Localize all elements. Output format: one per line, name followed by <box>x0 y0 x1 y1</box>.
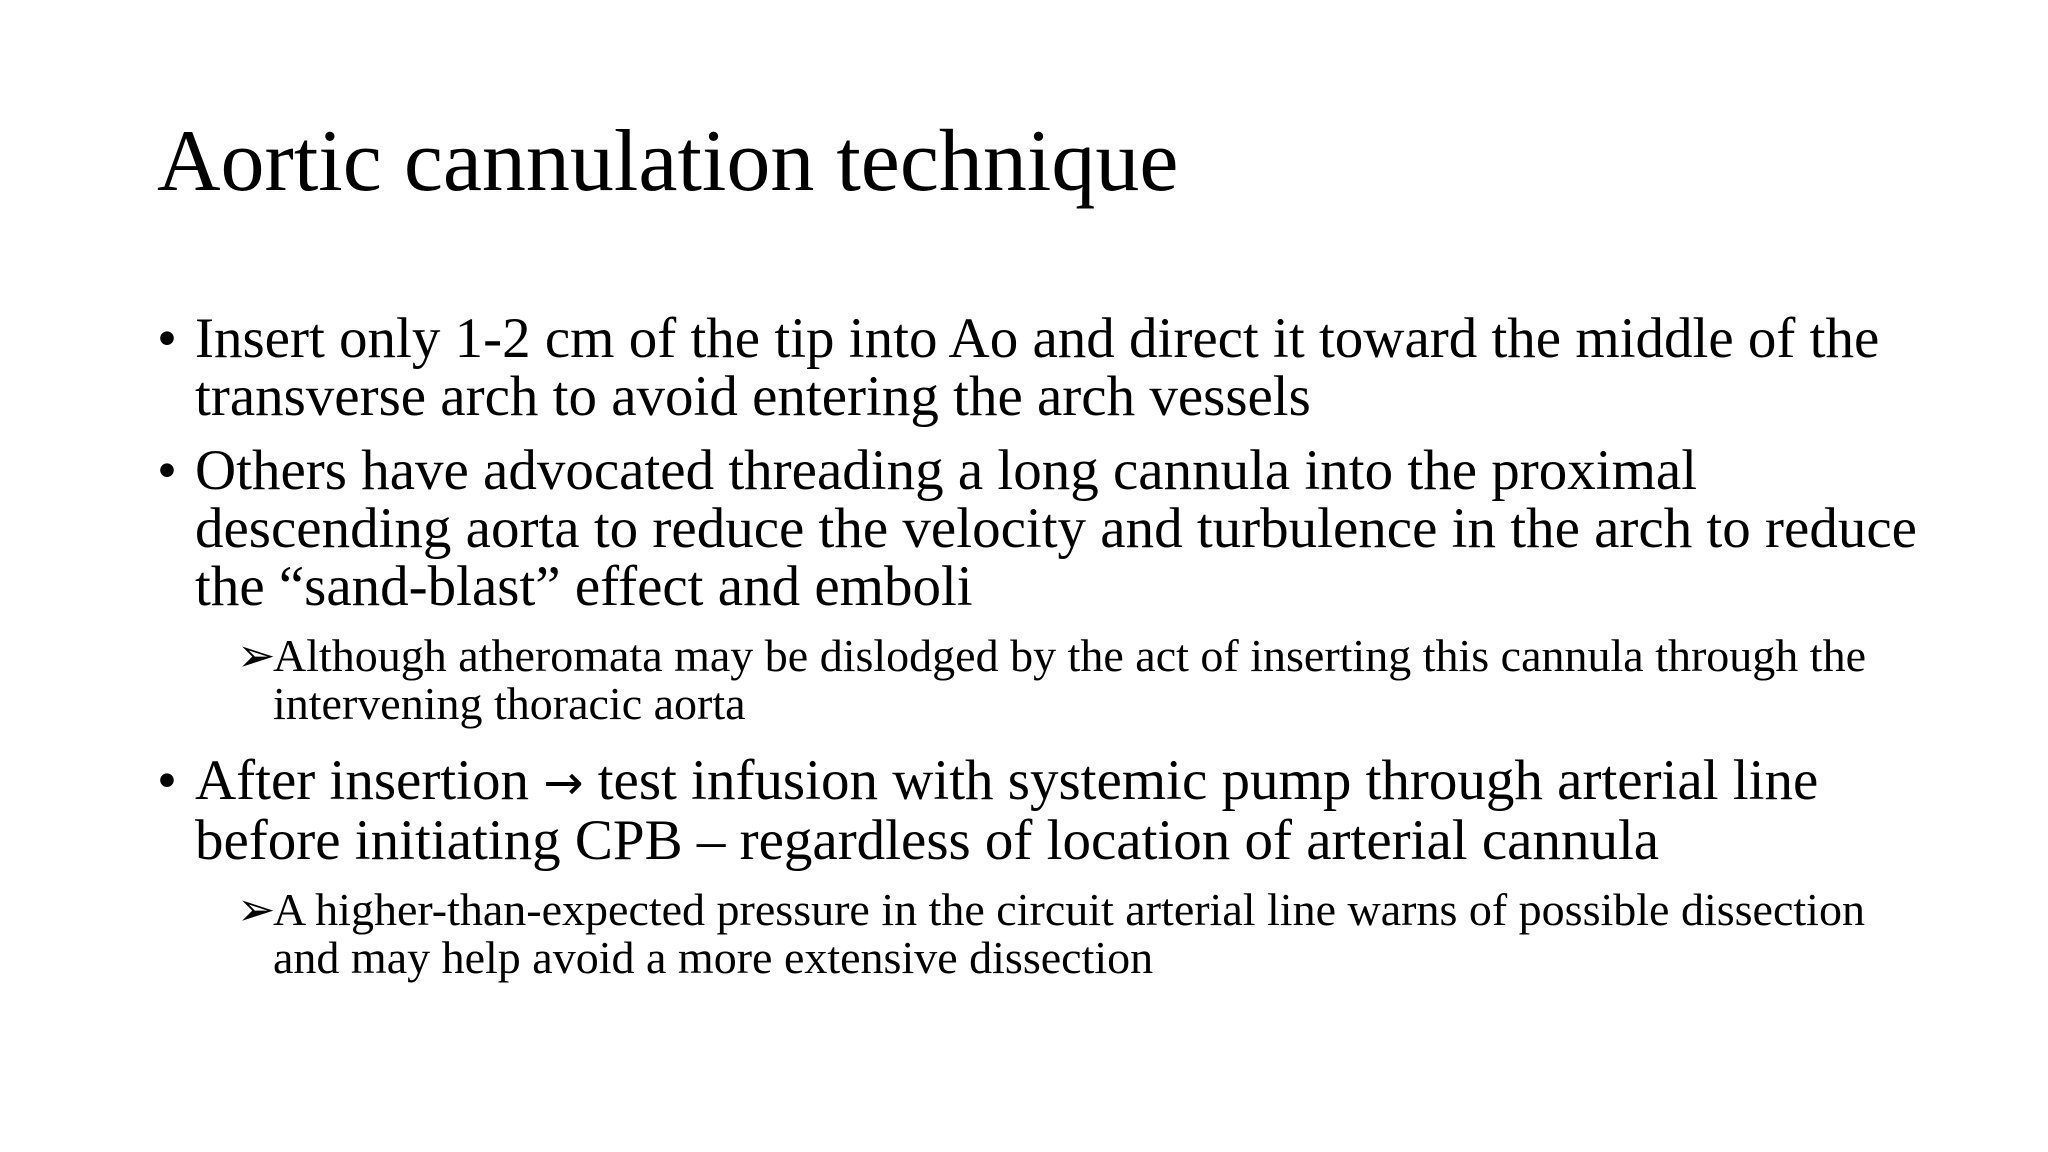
arrow-bullet-icon: ➢ <box>237 884 276 935</box>
bullet-item-1 <box>157 307 1937 428</box>
arrow-bullet-icon: ➢ <box>237 630 276 681</box>
sub-bullet-text: A higher-than-expected pressure in the circuit arterial line warns of possible dissection and may help avoid a more extensive dissection <box>273 884 1865 983</box>
sub-bullet-item-2 <box>157 632 1937 728</box>
bullet-marker: • <box>157 749 177 812</box>
bullet-text-before-arrow: After insertion <box>195 749 544 812</box>
bullet-text: Others have advocated threading a long cannula into the proximal descending aorta to reduce the velocity and turbulence in the arch to reduce the “sand-blast” effect and emboli <box>195 439 1917 618</box>
bullet-marker: • <box>157 439 177 502</box>
bullet-text: Insert only 1-2 cm of the tip into Ao and direct it toward the middle of the transverse arch to avoid entering the arch vessels <box>195 307 1880 428</box>
sub-bullet-item-3 <box>157 886 1937 982</box>
bullet-item-3 <box>157 749 1937 872</box>
right-arrow-icon: → <box>543 755 584 811</box>
bullet-list <box>157 307 1937 1006</box>
bullet-item-2 <box>157 439 1937 618</box>
bullet-marker: • <box>157 307 177 370</box>
slide-title: Aortic cannulation technique <box>157 113 1179 210</box>
bullet-text-after-arrow: test infusion with systemic pump through arterial line before initiating CPB – regardless of location of arterial cannula <box>195 749 1819 872</box>
sub-bullet-text: Although atheromata may be dislodged by the act of inserting this cannula through the intervening thoracic aorta <box>273 630 1866 729</box>
